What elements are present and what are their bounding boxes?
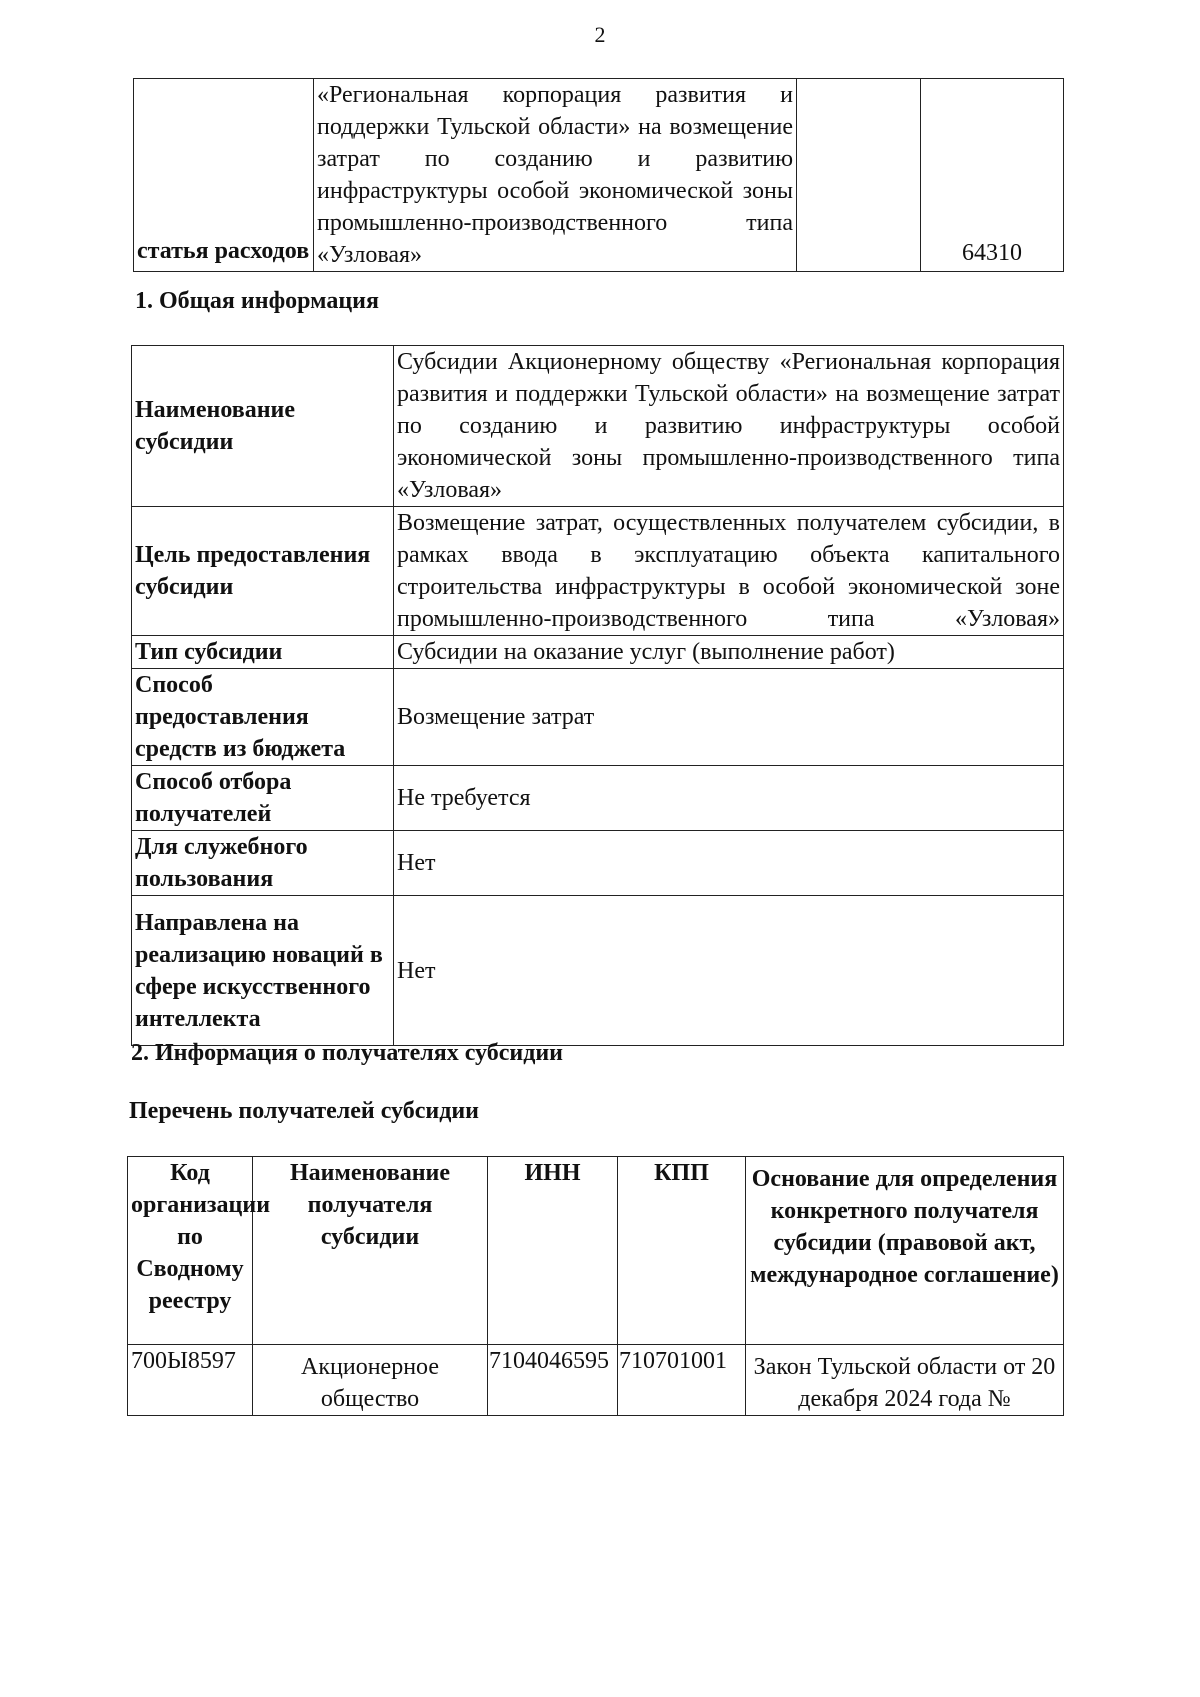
recipients-header-row — [128, 1157, 1064, 1345]
general-info-row — [132, 507, 1064, 636]
general-info-table — [131, 345, 1064, 1046]
row-label: Направлена на реализацию новаций в сфере искусственного интеллекта — [132, 896, 394, 1046]
row-label: Наименование субсидии — [132, 346, 394, 507]
cell-recipient-name: Акционерное общество — [253, 1345, 488, 1416]
column-header-org-code: Код организации по Сводному реестру — [128, 1157, 253, 1345]
row-value: Возмещение затрат, осуществленных получателем субсидии, в рамках ввода в эксплуатацию объекта капитального строительства инфраструктуры в особой экономической зоне промышленно-производственного типа «Узловая» — [394, 507, 1064, 636]
row-value: Нет — [394, 831, 1064, 896]
page-number: 2 — [594, 22, 606, 47]
column-header-kpp: КПП — [618, 1157, 746, 1345]
row-label: Способ отбора получателей — [132, 766, 394, 831]
general-info-row — [132, 346, 1064, 507]
general-info-row — [132, 896, 1064, 1046]
cell-org-code: 700Ы8597 — [128, 1345, 253, 1416]
recipients-table — [127, 1156, 1064, 1416]
general-info-row — [132, 636, 1064, 669]
row-value: Не требуется — [394, 766, 1064, 831]
row-value: Субсидии Акционерному обществу «Региональная корпорация развития и поддержки Тульской области» на возмещение затрат по созданию и развитию инфраструктуры особой экономической зоны промышленно-производственного типа «Узловая» — [394, 346, 1064, 507]
row-label: Для служебного пользования — [132, 831, 394, 896]
row-value: Возмещение затрат — [394, 669, 1064, 766]
expense-item-description — [314, 79, 797, 272]
expense-item-empty-cell — [797, 79, 921, 272]
section-heading-recipients: 2. Информация о получателях субсидии — [131, 1040, 563, 1066]
column-header-basis: Основание для определения конкретного получателя субсидии (правовой акт, международное соглашение) — [746, 1157, 1064, 1345]
general-info-row — [132, 831, 1064, 896]
general-info-row — [132, 766, 1064, 831]
row-label: Тип субсидии — [132, 636, 394, 669]
expense-item-description-text: «Региональная корпорация развития и поддержки Тульской области» на возмещение затрат по созданию и развитию инфраструктуры особой экономической зоны промышленно-производственного типа «Узловая» — [317, 82, 793, 268]
table-row — [128, 1345, 1064, 1416]
cell-kpp: 710701001 — [618, 1345, 746, 1416]
column-header-inn: ИНН — [488, 1157, 618, 1345]
row-value: Нет — [394, 896, 1064, 1046]
row-value: Субсидии на оказание услуг (выполнение работ) — [394, 636, 1064, 669]
column-header-recipient-name: Наименование получателя субсидии — [253, 1157, 488, 1345]
row-label: Способ предоставления средств из бюджета — [132, 669, 394, 766]
expense-item-label: статья расходов — [134, 79, 314, 272]
row-label: Цель предоставления субсидии — [132, 507, 394, 636]
general-info-row — [132, 669, 1064, 766]
expense-item-table — [133, 78, 1064, 272]
cell-basis: Закон Тульской области от 20 декабря 2024 года № — [746, 1345, 1064, 1416]
section-heading-general: 1. Общая информация — [135, 288, 379, 314]
cell-inn: 7104046595 — [488, 1345, 618, 1416]
recipients-list-heading: Перечень получателей субсидии — [129, 1098, 480, 1124]
expense-item-code: 64310 — [921, 79, 1064, 272]
